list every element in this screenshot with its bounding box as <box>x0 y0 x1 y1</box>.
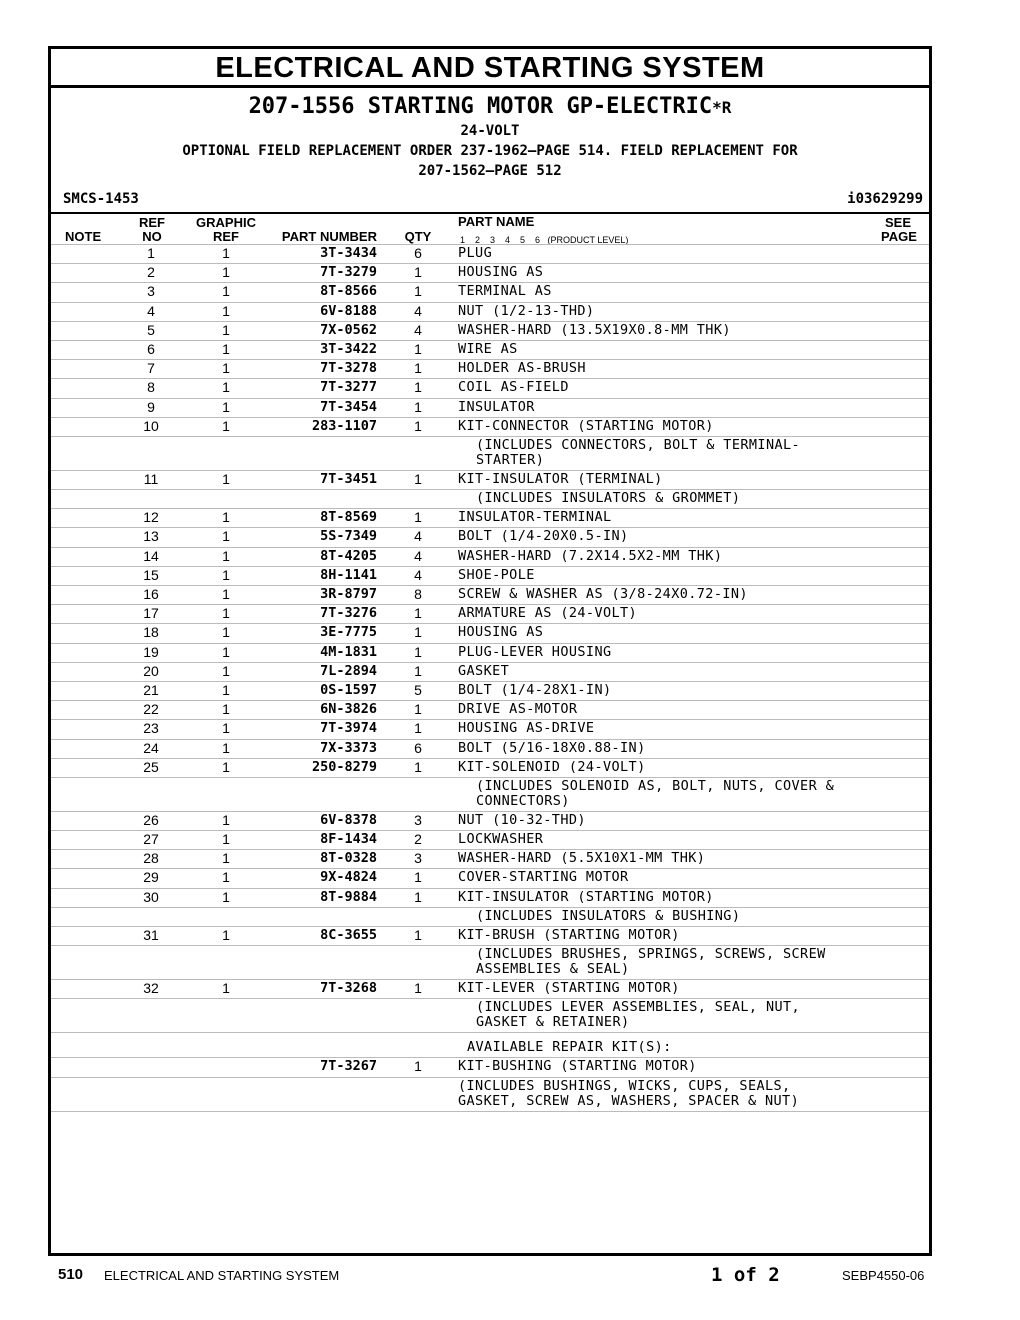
graphic-ref: 1 <box>222 758 230 775</box>
part-name: WIRE AS <box>458 340 518 357</box>
smcs-code: SMCS-1453 <box>63 191 139 207</box>
page-of: 1 of 2 <box>711 1264 780 1286</box>
parts-page-frame <box>48 46 932 1256</box>
table-row <box>51 359 929 378</box>
replacement-note-line2: 207-1562—PAGE 512 <box>418 163 562 179</box>
graphic-ref: 1 <box>222 283 230 300</box>
graphic-ref: 1 <box>222 470 230 487</box>
ref-no: 10 <box>143 417 159 434</box>
quantity: 1 <box>414 605 422 622</box>
ref-no: 4 <box>147 302 155 319</box>
part-name: WASHER-HARD (5.5X10X1-MM THK) <box>458 850 706 867</box>
part-number: 7T-3279 <box>320 264 377 281</box>
part-note-row <box>51 489 929 508</box>
graphic-ref: 1 <box>222 264 230 281</box>
ref-no: 3 <box>147 283 155 300</box>
part-note-row <box>51 777 929 811</box>
part-name: PLUG-LEVER HOUSING <box>458 643 612 660</box>
quantity: 4 <box>414 321 422 338</box>
part-name: WASHER-HARD (13.5X19X0.8-MM THK) <box>458 321 731 338</box>
part-name: BOLT (5/16-18X0.88-IN) <box>458 739 646 756</box>
table-row <box>51 263 929 282</box>
part-note: (INCLUDES LEVER ASSEMBLIES, SEAL, NUT, GASKET & RETAINER) <box>476 999 801 1031</box>
ref-no: 20 <box>143 662 159 679</box>
quantity: 1 <box>414 662 422 679</box>
ref-no: 6 <box>147 340 155 357</box>
col-ref-top: REF <box>139 215 165 230</box>
part-note-row <box>51 1077 929 1111</box>
part-number: 7T-3277 <box>320 379 377 396</box>
table-row <box>51 1057 929 1076</box>
col-see-bottom: PAGE <box>881 229 917 244</box>
col-graphic-top: GRAPHIC <box>196 215 256 230</box>
table-row <box>51 585 929 604</box>
table-row <box>51 623 929 642</box>
quantity: 2 <box>414 831 422 848</box>
section-title: ELECTRICAL AND STARTING SYSTEM <box>51 49 929 88</box>
graphic-ref: 1 <box>222 624 230 641</box>
quantity: 1 <box>414 398 422 415</box>
part-note-row <box>51 998 929 1032</box>
quantity: 1 <box>414 869 422 886</box>
col-product-level: 1 2 3 4 5 6 (PRODUCT LEVEL) <box>460 235 629 245</box>
part-name: KIT-BRUSH (STARTING MOTOR) <box>458 927 680 943</box>
quantity: 1 <box>414 927 422 943</box>
graphic-ref: 1 <box>222 417 230 434</box>
table-row <box>51 302 929 321</box>
quantity: 1 <box>414 379 422 396</box>
ref-no: 8 <box>147 379 155 396</box>
group-title <box>51 94 929 121</box>
part-number: 7T-3268 <box>320 980 377 997</box>
part-number: 8T-4205 <box>320 547 377 564</box>
part-name: KIT-BUSHING (STARTING MOTOR) <box>458 1058 697 1075</box>
part-number: 8T-0328 <box>320 850 377 867</box>
ref-no: 25 <box>143 758 159 775</box>
quantity: 1 <box>414 340 422 357</box>
graphic-ref: 1 <box>222 340 230 357</box>
parts-list <box>51 244 929 1112</box>
voltage-label: 24-VOLT <box>460 123 520 139</box>
repair-kit-header-row <box>51 1032 929 1057</box>
graphic-ref: 1 <box>222 739 230 756</box>
part-number: 9X-4824 <box>320 869 377 886</box>
table-row <box>51 758 929 777</box>
part-name: SHOE-POLE <box>458 566 535 583</box>
graphic-ref: 1 <box>222 398 230 415</box>
ref-no: 27 <box>143 831 159 848</box>
part-number: 8T-8569 <box>320 509 377 526</box>
graphic-ref: 1 <box>222 869 230 886</box>
graphic-ref: 1 <box>222 980 230 997</box>
ref-no: 13 <box>143 528 159 545</box>
part-name: KIT-INSULATOR (TERMINAL) <box>458 470 663 487</box>
part-note: (INCLUDES INSULATORS & GROMMET) <box>476 490 741 507</box>
graphic-ref: 1 <box>222 850 230 867</box>
table-row <box>51 662 929 681</box>
graphic-ref: 1 <box>222 528 230 545</box>
ref-no: 5 <box>147 321 155 338</box>
table-row <box>51 719 929 738</box>
part-number: 7T-3278 <box>320 360 377 377</box>
table-row <box>51 417 929 436</box>
document-id: SEBP4550-06 <box>842 1268 925 1283</box>
part-note: (INCLUDES BRUSHES, SPRINGS, SCREWS, SCREW ASSEMBLIES & SEAL) <box>476 946 826 978</box>
part-number: 3R-8797 <box>320 586 377 602</box>
part-note-row <box>51 907 929 926</box>
part-number: 5S-7349 <box>320 528 377 545</box>
quantity: 1 <box>414 888 422 905</box>
quantity: 1 <box>414 980 422 997</box>
part-note: (INCLUDES INSULATORS & BUSHING) <box>476 907 741 924</box>
part-number: 8C-3655 <box>320 927 377 943</box>
quantity: 4 <box>414 302 422 319</box>
quantity: 6 <box>414 245 422 261</box>
part-name: ARMATURE AS (24-VOLT) <box>458 605 638 622</box>
graphic-ref: 1 <box>222 681 230 698</box>
quantity: 3 <box>414 811 422 828</box>
table-row <box>51 811 929 830</box>
part-name: COIL AS-FIELD <box>458 379 569 396</box>
part-name: HOUSING AS <box>458 624 544 641</box>
col-graphic-bottom: REF <box>213 229 239 244</box>
part-number: 3T-3434 <box>320 245 377 261</box>
page-footer <box>0 1266 1020 1290</box>
graphic-ref: 1 <box>222 547 230 564</box>
ref-no: 23 <box>143 720 159 737</box>
part-name: HOUSING AS <box>458 264 544 281</box>
col-ref-bottom: NO <box>142 229 162 244</box>
graphic-ref: 1 <box>222 509 230 526</box>
table-row <box>51 321 929 340</box>
table-row <box>51 700 929 719</box>
part-number: 3T-3422 <box>320 340 377 357</box>
graphic-ref: 1 <box>222 360 230 377</box>
table-end-line <box>51 1111 929 1112</box>
part-name: LOCKWASHER <box>458 831 544 848</box>
group-suffix: *R <box>712 98 732 117</box>
ref-no: 22 <box>143 701 159 718</box>
ref-no: 28 <box>143 850 159 867</box>
col-see-top: SEE <box>884 215 911 230</box>
table-row <box>51 604 929 623</box>
part-name: HOUSING AS-DRIVE <box>458 720 595 737</box>
table-row <box>51 888 929 907</box>
ref-no: 19 <box>143 643 159 660</box>
ref-no: 11 <box>143 470 159 487</box>
illustration-id: i03629299 <box>847 191 923 207</box>
table-row <box>51 643 929 662</box>
part-name: INSULATOR-TERMINAL <box>458 509 612 526</box>
repair-kit-header: AVAILABLE REPAIR KIT(S): <box>467 1039 672 1056</box>
group-title-text: 207-1556 STARTING MOTOR GP-ELECTRIC <box>248 94 713 119</box>
table-row <box>51 979 929 998</box>
part-name: DRIVE AS-MOTOR <box>458 701 578 718</box>
graphic-ref: 1 <box>222 379 230 396</box>
part-name: HOLDER AS-BRUSH <box>458 360 586 377</box>
col-part-name: PART NAME <box>458 214 535 229</box>
quantity: 1 <box>414 720 422 737</box>
part-name: WASHER-HARD (7.2X14.5X2-MM THK) <box>458 547 723 564</box>
table-row <box>51 926 929 945</box>
part-number: 7T-3267 <box>320 1058 377 1075</box>
part-number: 8F-1434 <box>320 831 377 848</box>
part-note-row <box>51 436 929 470</box>
quantity: 3 <box>414 850 422 867</box>
part-number: 7T-3276 <box>320 605 377 622</box>
part-name: KIT-INSULATOR (STARTING MOTOR) <box>458 888 714 905</box>
graphic-ref: 1 <box>222 927 230 943</box>
part-name: KIT-SOLENOID (24-VOLT) <box>458 758 646 775</box>
graphic-ref: 1 <box>222 888 230 905</box>
ref-no: 9 <box>147 398 155 415</box>
quantity: 1 <box>414 417 422 434</box>
part-number: 7X-0562 <box>320 321 377 338</box>
graphic-ref: 1 <box>222 302 230 319</box>
part-note-row <box>51 945 929 979</box>
part-note: (INCLUDES SOLENOID AS, BOLT, NUTS, COVER & CONNECTORS) <box>476 777 835 809</box>
part-number: 6V-8188 <box>320 302 377 319</box>
part-number: 8H-1141 <box>320 566 377 583</box>
part-name: NUT (1/2-13-THD) <box>458 302 595 319</box>
ref-no: 7 <box>147 360 155 377</box>
table-row <box>51 398 929 417</box>
quantity: 1 <box>414 509 422 526</box>
part-number: 7L-2894 <box>320 662 377 679</box>
ref-no: 16 <box>143 586 159 602</box>
part-name: BOLT (1/4-20X0.5-IN) <box>458 528 629 545</box>
part-number: 283-1107 <box>311 417 377 434</box>
ref-no: 31 <box>143 927 159 943</box>
table-row <box>51 547 929 566</box>
quantity: 1 <box>414 360 422 377</box>
replacement-note-line1: OPTIONAL FIELD REPLACEMENT ORDER 237-1962—PAGE 514. FIELD REPLACEMENT FOR <box>182 143 798 159</box>
table-row <box>51 849 929 868</box>
part-note: (INCLUDES BUSHINGS, WICKS, CUPS, SEALS, GASKET, SCREW AS, WASHERS, SPACER & NUT) <box>458 1077 800 1109</box>
part-name: BOLT (1/4-28X1-IN) <box>458 681 612 698</box>
part-name: KIT-LEVER (STARTING MOTOR) <box>458 980 680 997</box>
quantity: 1 <box>414 264 422 281</box>
col-qty: QTY <box>404 229 432 244</box>
quantity: 1 <box>414 643 422 660</box>
part-number: 0S-1597 <box>320 681 377 698</box>
table-row <box>51 340 929 359</box>
part-name: NUT (10-32-THD) <box>458 811 586 828</box>
quantity: 4 <box>414 566 422 583</box>
ref-no: 15 <box>143 566 159 583</box>
part-number: 7T-3451 <box>320 470 377 487</box>
ref-no: 1 <box>147 245 155 261</box>
table-row <box>51 830 929 849</box>
table-row <box>51 868 929 887</box>
part-name: SCREW & WASHER AS (3/8-24X0.72-IN) <box>458 586 748 602</box>
part-number: 7T-3454 <box>320 398 377 415</box>
part-number: 6V-8378 <box>320 811 377 828</box>
part-name: TERMINAL AS <box>458 283 552 300</box>
column-header <box>51 215 929 245</box>
part-number: 6N-3826 <box>320 701 377 718</box>
graphic-ref: 1 <box>222 643 230 660</box>
page-number: 510 <box>58 1266 84 1283</box>
quantity: 6 <box>414 739 422 756</box>
graphic-ref: 1 <box>222 811 230 828</box>
footer-section: ELECTRICAL AND STARTING SYSTEM <box>104 1268 340 1283</box>
table-row <box>51 378 929 397</box>
table-row <box>51 566 929 585</box>
ref-no: 12 <box>143 509 159 526</box>
part-name: KIT-CONNECTOR (STARTING MOTOR) <box>458 417 714 434</box>
quantity: 5 <box>414 681 422 698</box>
quantity: 1 <box>414 1058 422 1075</box>
quantity: 8 <box>414 586 422 602</box>
graphic-ref: 1 <box>222 605 230 622</box>
part-number: 250-8279 <box>311 758 377 775</box>
graphic-ref: 1 <box>222 720 230 737</box>
graphic-ref: 1 <box>222 321 230 338</box>
part-note: (INCLUDES CONNECTORS, BOLT & TERMINAL- STARTER) <box>476 436 801 468</box>
part-number: 3E-7775 <box>320 624 377 641</box>
part-name: GASKET <box>458 662 510 679</box>
table-row <box>51 470 929 489</box>
quantity: 1 <box>414 624 422 641</box>
table-row <box>51 244 929 263</box>
quantity: 1 <box>414 701 422 718</box>
ref-no: 30 <box>143 888 159 905</box>
table-row <box>51 508 929 527</box>
table-row <box>51 681 929 700</box>
graphic-ref: 1 <box>222 586 230 602</box>
table-row <box>51 527 929 546</box>
ref-no: 29 <box>143 869 159 886</box>
col-part-number: PART NUMBER <box>281 229 377 244</box>
col-note: NOTE <box>65 229 102 244</box>
quantity: 4 <box>414 547 422 564</box>
graphic-ref: 1 <box>222 831 230 848</box>
quantity: 1 <box>414 470 422 487</box>
part-name: INSULATOR <box>458 398 535 415</box>
graphic-ref: 1 <box>222 566 230 583</box>
part-name: PLUG <box>458 245 493 261</box>
part-name: COVER-STARTING MOTOR <box>458 869 629 886</box>
ref-no: 14 <box>143 547 159 564</box>
graphic-ref: 1 <box>222 662 230 679</box>
part-number: 7X-3373 <box>320 739 377 756</box>
ref-no: 24 <box>143 739 159 756</box>
ref-no: 17 <box>143 605 159 622</box>
part-number: 8T-9884 <box>320 888 377 905</box>
part-number: 8T-8566 <box>320 283 377 300</box>
part-number: 7T-3974 <box>320 720 377 737</box>
ref-no: 18 <box>143 624 159 641</box>
graphic-ref: 1 <box>222 701 230 718</box>
table-row <box>51 282 929 301</box>
ref-no: 2 <box>147 264 155 281</box>
ref-no: 26 <box>143 811 159 828</box>
quantity: 4 <box>414 528 422 545</box>
part-number: 4M-1831 <box>320 643 377 660</box>
table-row <box>51 739 929 758</box>
graphic-ref: 1 <box>222 245 230 261</box>
quantity: 1 <box>414 758 422 775</box>
ref-no: 21 <box>143 681 159 698</box>
ref-no: 32 <box>143 980 159 997</box>
quantity: 1 <box>414 283 422 300</box>
